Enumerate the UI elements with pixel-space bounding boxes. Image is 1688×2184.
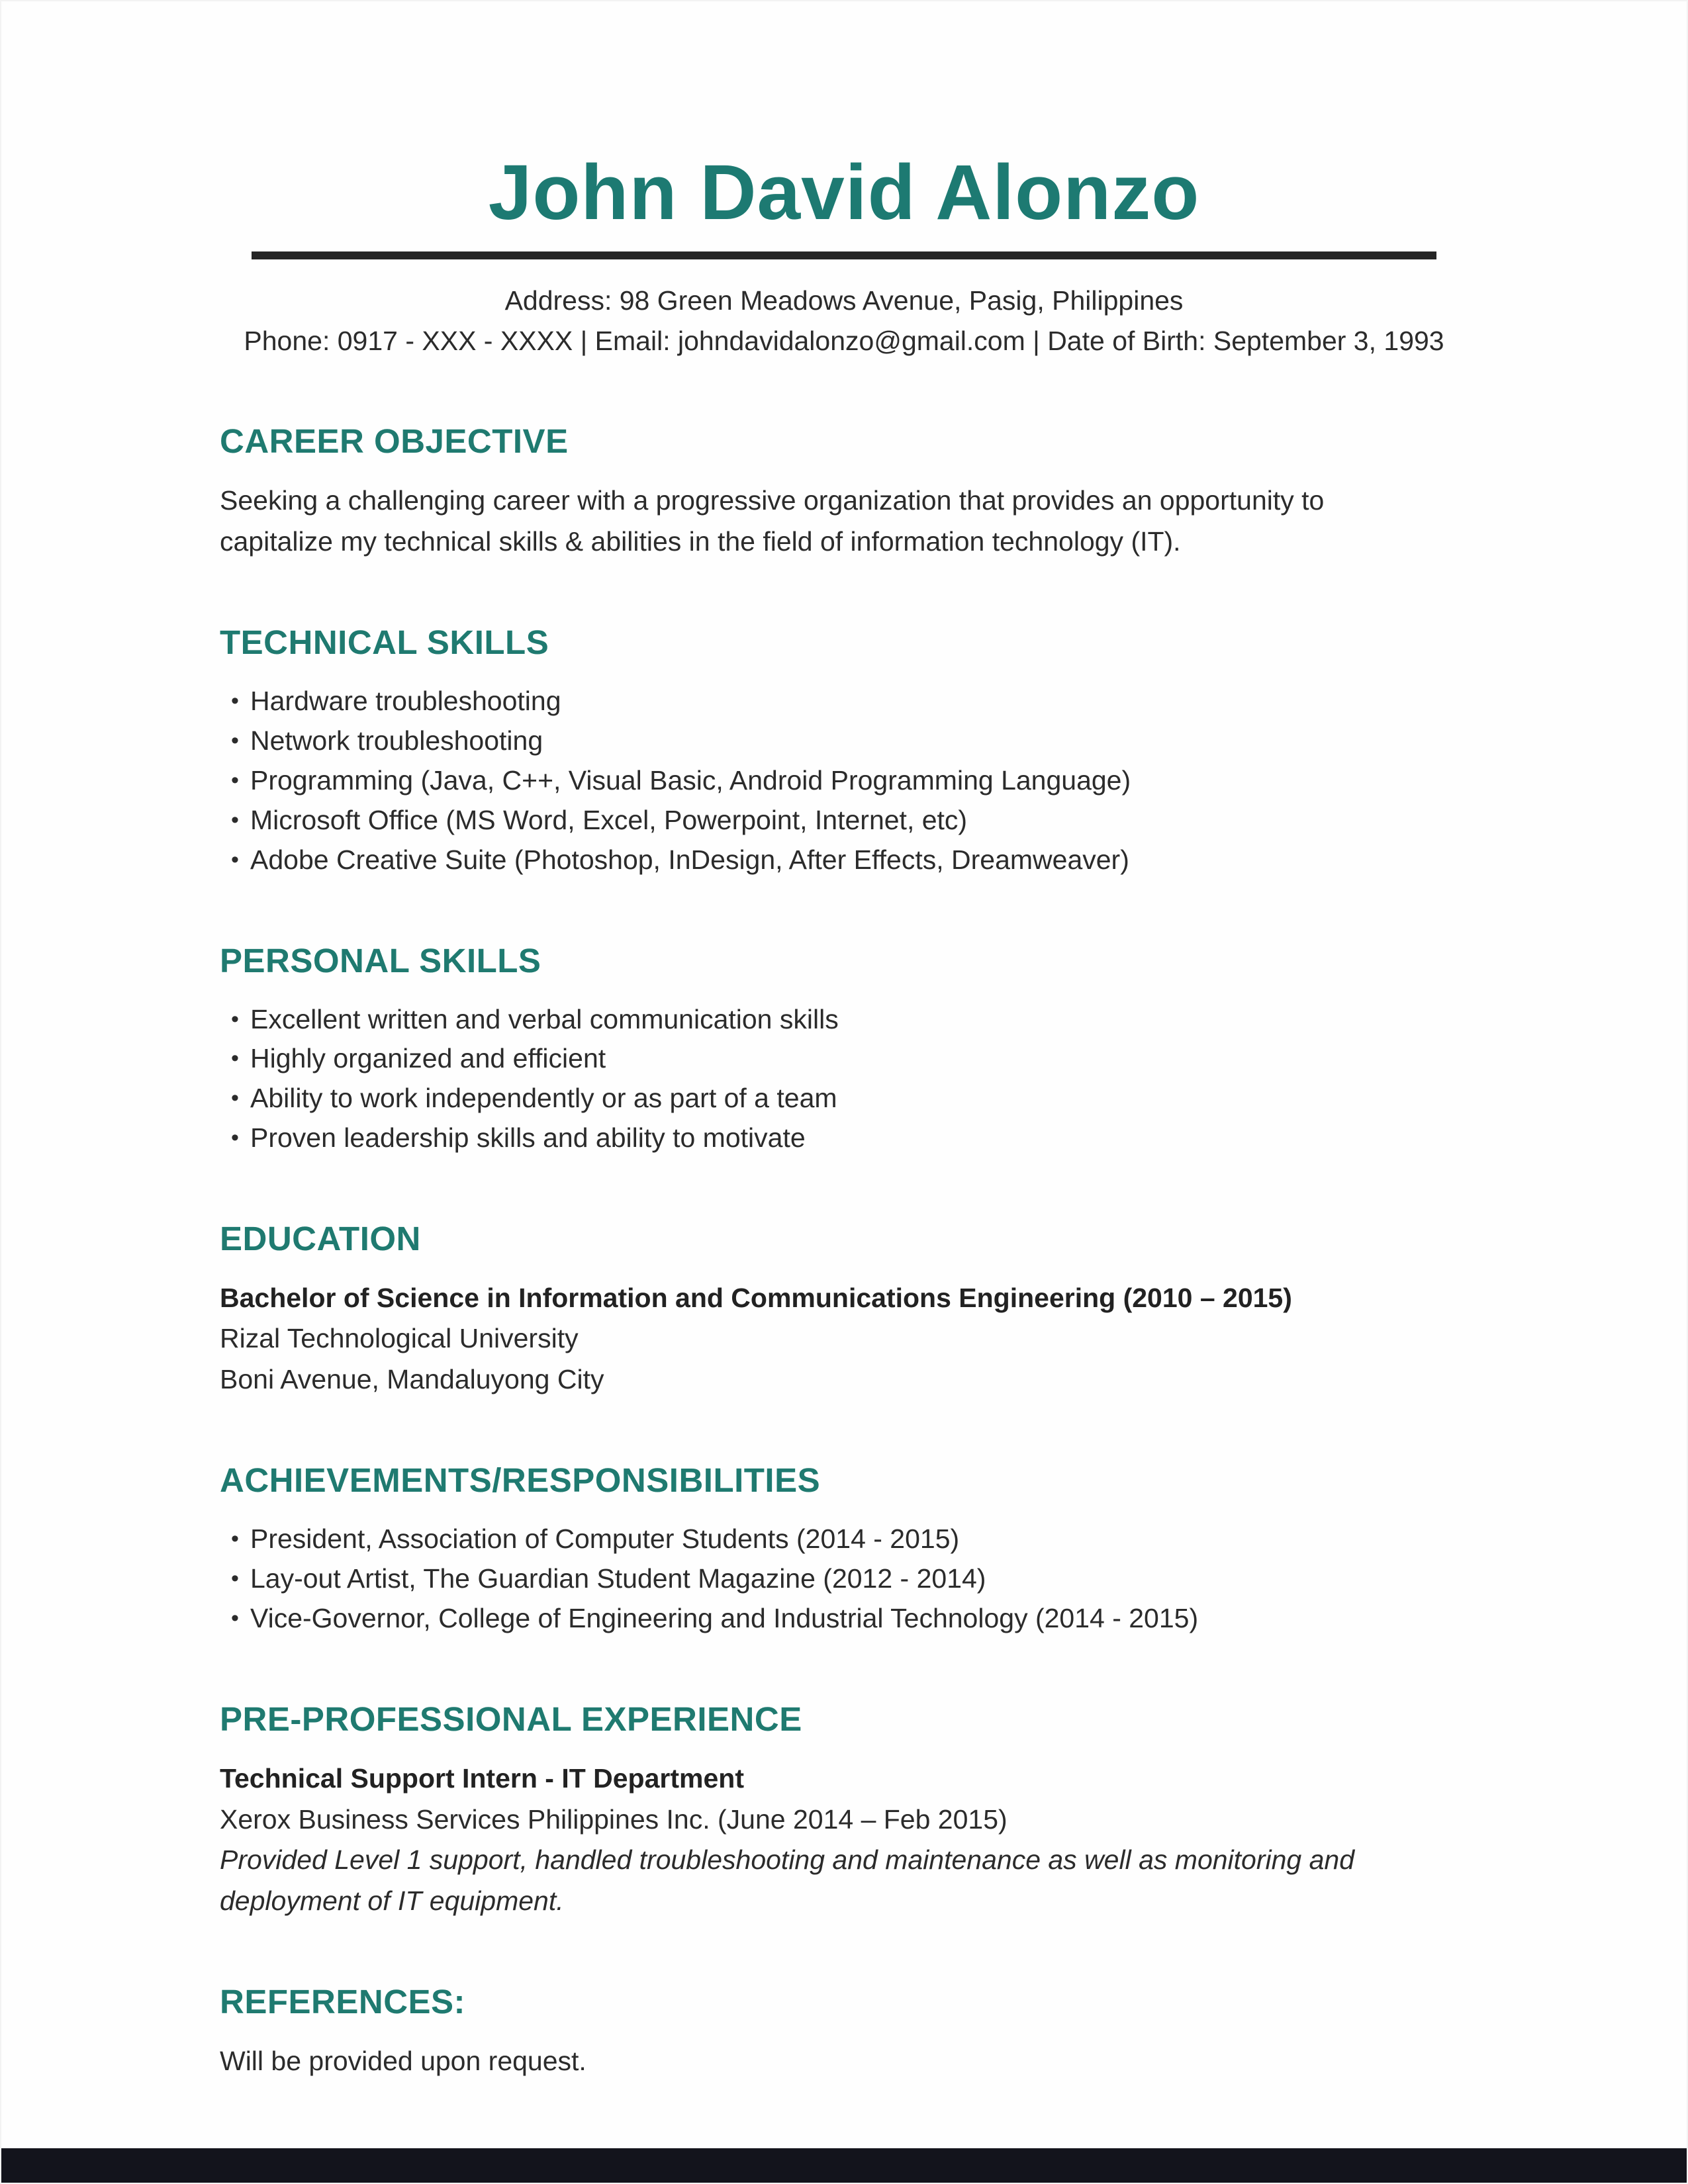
bullet-icon: •: [231, 1606, 239, 1631]
technical-skills-heading: TECHNICAL SKILLS: [220, 623, 549, 662]
bullet-icon: •: [231, 1046, 239, 1071]
education-school: Rizal Technological University: [220, 1323, 579, 1354]
list-item-text: President, Association of Computer Students (2014 - 2015): [250, 1524, 960, 1555]
contact-details: Phone: 0917 - XXX - XXXX | Email: johndavidalonzo@gmail.com | Date of Birth: September 3, 1993: [244, 325, 1444, 356]
personal-skills-heading: PERSONAL SKILLS: [220, 941, 541, 979]
bullet-icon: •: [231, 1085, 239, 1111]
references-text: Will be provided upon request.: [220, 2046, 586, 2077]
education-location: Boni Avenue, Mandaluyong City: [220, 1363, 604, 1394]
list-item-text: Vice-Governor, College of Engineering and Industrial Technology (2014 - 2015): [250, 1603, 1199, 1634]
achievements-list: [220, 1520, 1468, 1639]
list-item: [220, 841, 1425, 880]
resume-content: [1, 1, 1687, 2082]
section-achievements: [220, 1461, 1468, 1639]
section-career-objective: [220, 422, 1468, 562]
footer-bar: [1, 2148, 1687, 2183]
bullet-icon: •: [231, 1566, 239, 1592]
experience-company: Xerox Business Services Philippines Inc. (June 2014 – Feb 2015): [220, 1803, 1008, 1835]
bullet-icon: •: [231, 728, 239, 754]
education-heading: EDUCATION: [220, 1219, 421, 1257]
section-education: [220, 1219, 1468, 1400]
bullet-icon: •: [231, 1526, 239, 1552]
education-degree: Bachelor of Science in Information and Communications Engineering (2010 – 2015): [220, 1282, 1292, 1313]
contact-block: [220, 281, 1468, 361]
section-references: [220, 1982, 1468, 2082]
bullet-icon: •: [231, 767, 239, 793]
bullet-icon: •: [231, 1125, 239, 1151]
experience-role: Technical Support Intern - IT Department: [220, 1763, 744, 1794]
bullet-icon: •: [231, 807, 239, 833]
list-item: [220, 761, 1425, 801]
list-item: [220, 1559, 1425, 1599]
list-item-text: Network troubleshooting: [250, 725, 543, 756]
resume-name: John David Alonzo: [488, 149, 1200, 236]
list-item-text: Adobe Creative Suite (Photoshop, InDesign, After Effects, Dreamweaver): [250, 844, 1129, 875]
list-item: [220, 721, 1425, 761]
list-item: [220, 1079, 1425, 1118]
list-item-text: Excellent written and verbal communication skills: [250, 1003, 839, 1034]
bullet-icon: •: [231, 688, 239, 714]
list-item-text: Ability to work independently or as part of a team: [250, 1083, 837, 1114]
section-experience: [220, 1700, 1468, 1921]
list-item: [220, 1039, 1425, 1079]
personal-skills-list: [220, 1000, 1468, 1158]
achievements-heading: ACHIEVEMENTS/RESPONSIBILITIES: [220, 1461, 821, 1500]
career-objective-heading: CAREER OBJECTIVE: [220, 422, 569, 461]
list-item: [220, 682, 1425, 721]
career-objective-text: Seeking a challenging career with a progressive organization that provides an opportunity to capitalize my technical skills & abilities in the field of information technology (IT).: [220, 485, 1325, 557]
list-item-text: Highly organized and efficient: [250, 1043, 606, 1074]
bullet-icon: •: [231, 1006, 239, 1032]
list-item: [220, 1520, 1425, 1559]
list-item-text: Lay-out Artist, The Guardian Student Magazine (2012 - 2014): [250, 1563, 986, 1594]
section-personal-skills: [220, 941, 1468, 1158]
list-item: [220, 801, 1425, 841]
list-item-text: Programming (Java, C++, Visual Basic, Android Programming Language): [250, 764, 1131, 796]
list-item-text: Proven leadership skills and ability to motivate: [250, 1122, 806, 1154]
header-divider-rule: [252, 251, 1436, 259]
section-technical-skills: [220, 623, 1468, 880]
list-item-text: Microsoft Office (MS Word, Excel, Powerpoint, Internet, etc): [250, 804, 968, 835]
contact-address: Address: 98 Green Meadows Avenue, Pasig, Philippines: [504, 285, 1184, 316]
list-item: [220, 1599, 1425, 1639]
list-item: [220, 1118, 1425, 1158]
technical-skills-list: [220, 682, 1468, 880]
references-heading: REFERENCES:: [220, 1983, 466, 2021]
experience-description: Provided Level 1 support, handled troubleshooting and maintenance as well as monitoring and deployment of IT equipment.: [220, 1844, 1355, 1916]
list-item-text: Hardware troubleshooting: [250, 686, 561, 717]
bullet-icon: •: [231, 846, 239, 872]
experience-heading: PRE-PROFESSIONAL EXPERIENCE: [220, 1700, 802, 1739]
list-item: [220, 1000, 1425, 1040]
